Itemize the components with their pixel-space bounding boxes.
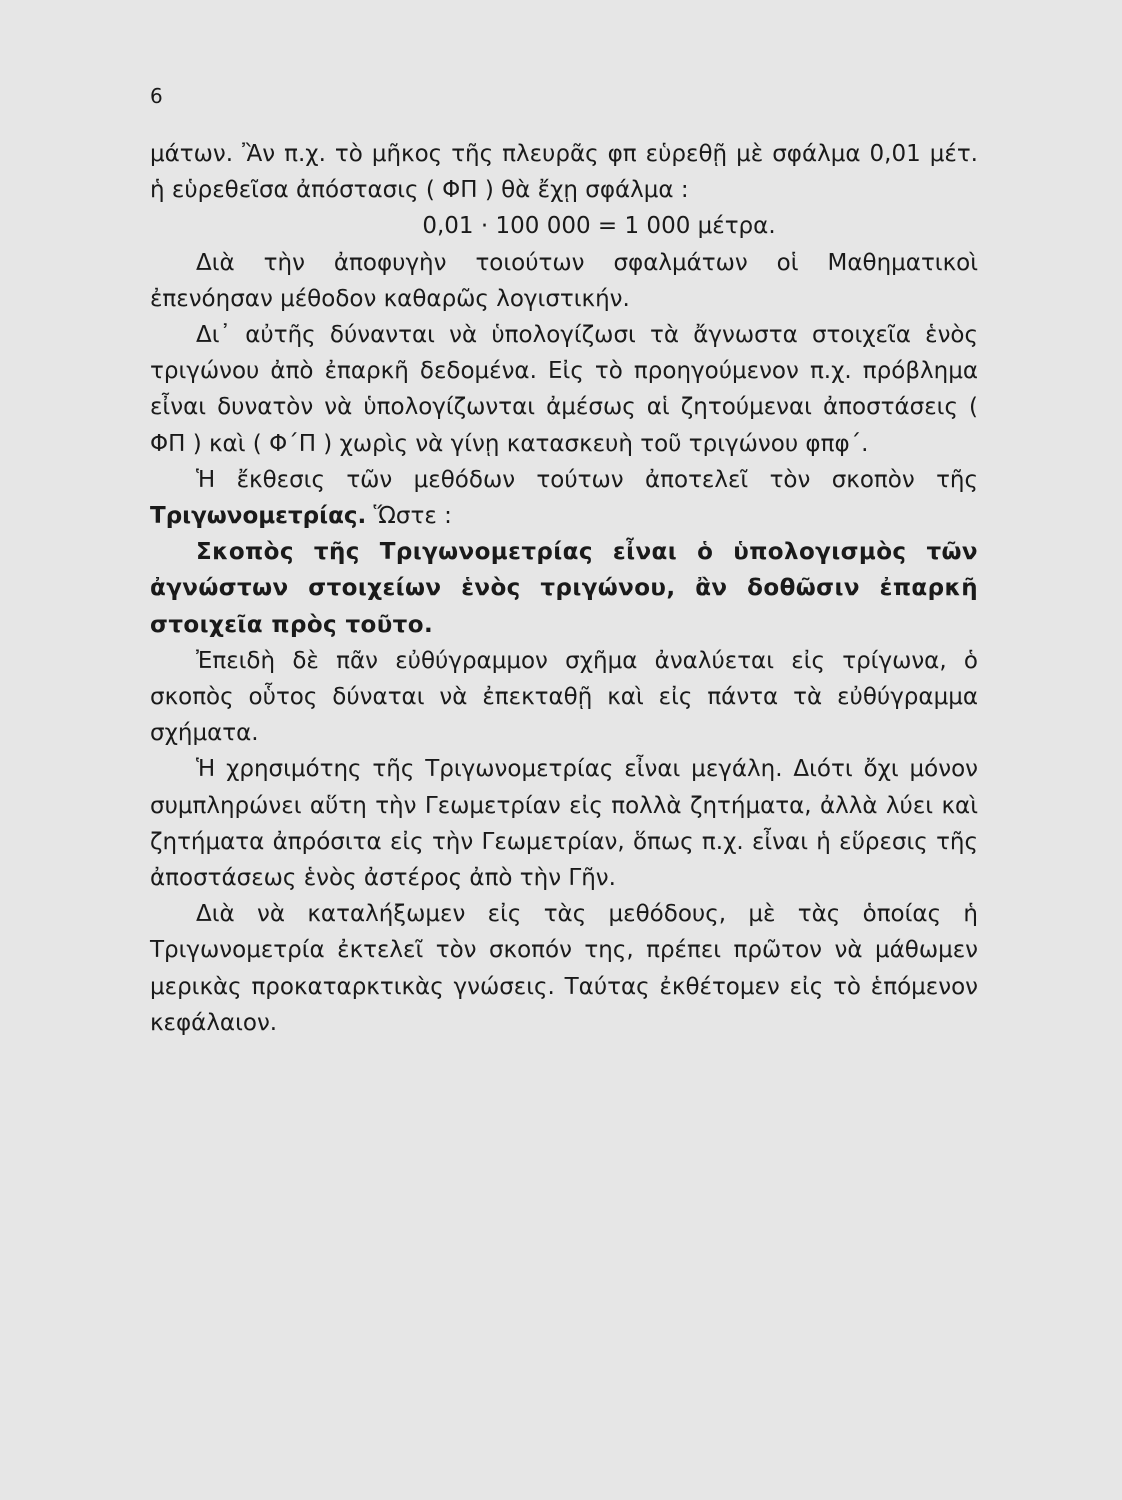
- paragraph-continuation: μάτων. Ἂν π.χ. τὸ μῆκος τῆς πλευρᾶς φπ εὑρεθῇ μὲ σφάλμα 0,01 μέτ. ἡ εὑρεθεῖσα ἀπόστασις ( ΦΠ ) θὰ ἔχῃ σφάλμα :: [150, 141, 978, 204]
- formula-line: 0,01 · 100 000 = 1 000 μέτρα.: [422, 213, 776, 240]
- definition-paragraph: Σκοπὸς τῆς Τριγωνομετρίας εἶναι ὁ ὑπολογισμὸς τῶν ἀγνώστων στοιχείων ἑνὸς τριγώνου, ἂν δοθῶσιν ἐπαρκῆ στοιχεῖα πρὸς τοῦτο.: [150, 539, 978, 638]
- paragraph-exposition: [150, 462, 978, 534]
- exposition-end: Ὥστε :: [366, 503, 452, 530]
- exposition-text: Ἡ ἔκθεσις τῶν μεθόδων τούτων ἀποτελεῖ τὸν σκοπὸν τῆς: [196, 466, 978, 493]
- paragraph-usefulness: Ἡ χρησιμότης τῆς Τριγωνομετρίας εἶναι μεγάλη. Διότι ὄχι μόνον συμπληρώνει αὕτη τὴν Γεωμετρίαν εἰς πολλὰ ζητήματα, ἀλλὰ λύει καὶ ζητήματα ἀπρόσιτα εἰς τὴν Γεωμετρίαν, ὅπως π.χ. εἶναι ἡ εὕρεσις τῆς ἀποστάσεως ἑνὸς ἀστέρος ἀπὸ τὴν Γῆν.: [150, 756, 978, 892]
- paragraph-preliminaries: Διὰ νὰ καταλήξωμεν εἰς τὰς μεθόδους, μὲ τὰς ὁποίας ἡ Τριγωνομετρία ἐκτελεῖ τὸν σκοπόν της, πρέπει πρῶτον νὰ μάθωμεν μερικὰς προκαταρκτικὰς γνώσεις. Ταύτας ἐκθέτομεν εἰς τὸ ἑπόμενον κεφάλαιον.: [150, 901, 978, 1036]
- body-text: [150, 136, 978, 1041]
- paragraph-avoidance: Διὰ τὴν ἀποφυγὴν τοιούτων σφαλμάτων οἱ Μαθηματικοὶ ἐπενόησαν μέθοδον καθαρῶς λογιστικήν.: [150, 249, 978, 312]
- paragraph-extension: Ἐπειδὴ δὲ πᾶν εὐθύγραμμον σχῆμα ἀναλύεται εἰς τρίγωνα, ὁ σκοπὸς οὗτος δύναται νὰ ἐπεκταθῇ καὶ εἰς πάντα τὰ εὐθύγραμμα σχήματα.: [150, 647, 978, 747]
- paragraph-method: Δι᾽ αὐτῆς δύνανται νὰ ὑπολογίζωσι τὰ ἄγνωστα στοιχεῖα ἑνὸς τριγώνου ἀπὸ ἐπαρκῆ δεδομένα. Εἰς τὸ προηγούμενον π.χ. πρόβλημα εἶναι δυνατὸν νὰ ὑπολογίζωνται ἀμέσως αἱ ζητούμεναι ἀποστάσεις ( ΦΠ ) καὶ ( Φ΄Π ) χωρὶς νὰ γίνῃ κατασκευὴ τοῦ τριγώνου φπφ΄.: [150, 322, 978, 457]
- exposition-bold-term: Τριγωνομετρίας.: [150, 503, 367, 530]
- page-number: 6: [150, 84, 163, 108]
